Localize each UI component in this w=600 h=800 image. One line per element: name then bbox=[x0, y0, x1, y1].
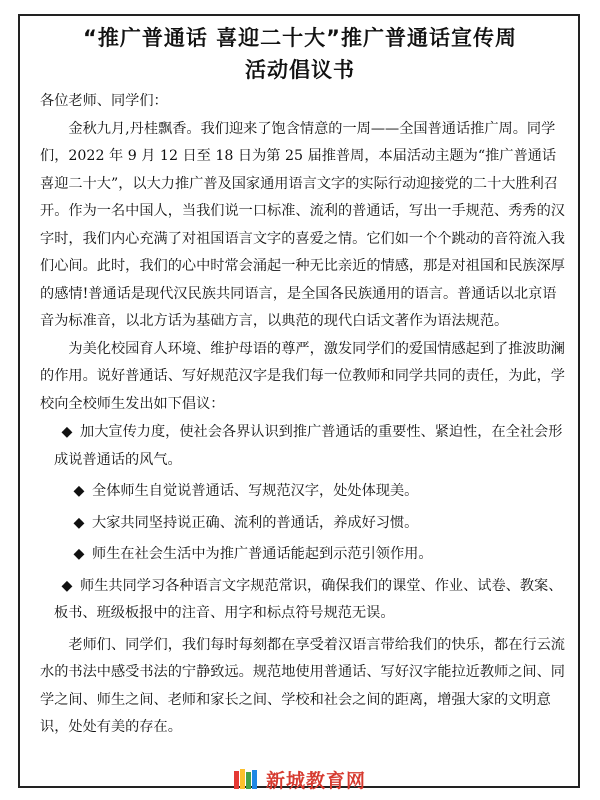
diamond-bullet-icon: ◆ bbox=[61, 424, 73, 440]
diamond-bullet-icon: ◆ bbox=[61, 577, 73, 594]
paragraph-1: 金秋九月,丹桂飘香。我们迎来了饱含情意的一周——全国普通话推广周。同学们，2022 年 9 月 12 日至 18 日为第 25 届推普周，本届活动主题为“推广普通话 喜迎二十大”，以大力推广普及国家通用语言文字的实际行动迎接党的二十大胜利召开。作为一名中国人，当我们说一口标准、流利的普通话，写出一手规范、秀秀的汉字时，我们内心充满了对祖国语言文字的喜爱之情。它们如一个个跳动的音符流入我们心间。此时，我们的心中时常会涌起一种无比亲近的情感，那是对祖国和民族深厚的感情!普通话是现代汉民族共同语言，是全国各民族通用的语言。普通话以北京语音为标准音，以北方话为基础方言，以典范的现代白话文著作为语法规范。 bbox=[40, 120, 565, 329]
bullet-item-2 bbox=[40, 478, 568, 506]
bullet-text: 加大宣传力度，使社会各界认识到推广普通话的重要性、紧迫性，在全社会形成说普通话的风气。 bbox=[54, 424, 563, 468]
document-title: “推广普通话 喜迎二十大”推广普通话宣传周 bbox=[83, 26, 517, 50]
bullet-text: 师生在社会生活中为推广普通话能起到示范引领作用。 bbox=[92, 546, 433, 562]
paragraph-2: 为美化校园育人环境、维护母语的尊严，激发同学们的爱国情感起到了推波助澜的作用。说好普通话、写好规范汉字是我们每一位教师和同学共同的责任，为此，学校向全校师生发出如下倡议： bbox=[40, 340, 565, 412]
diamond-bullet-icon: ◆ bbox=[73, 546, 85, 562]
bullet-item-1 bbox=[40, 419, 568, 474]
bullet-item-3 bbox=[40, 510, 568, 538]
paragraph-3: 老师们、同学们，我们每时每刻都在享受着汉语言带给我们的快乐，都在行云流水的书法中感受书法的宁静致远。规范地使用普通话、写好汉字能拉近教师之间、同学之间、师生之间、老师和家长之间、学校和社会之间的距离，增强大家的文明意识，处处有美的存在。 bbox=[40, 636, 565, 735]
bullet-item-5 bbox=[40, 573, 568, 628]
watermark-text: 新城教育网 bbox=[266, 769, 367, 792]
bullet-text: 大家共同坚持说正确、流利的普通话，养成好习惯。 bbox=[92, 514, 419, 531]
watermark-logo bbox=[232, 766, 366, 792]
bullet-text: 全体师生自觉说普通话、写规范汉字，处处体现美。 bbox=[92, 483, 419, 499]
diamond-bullet-icon: ◆ bbox=[73, 514, 85, 531]
diamond-bullet-icon: ◆ bbox=[73, 483, 85, 499]
document-body bbox=[40, 88, 568, 742]
document-subtitle: 活动倡议书 bbox=[245, 58, 355, 82]
bullet-text: 师生共同学习各种语言文字规范常识，确保我们的课堂、作业、试卷、教案、板书、班级板报中的注音、用字和标点符号规范无误。 bbox=[54, 577, 563, 621]
book-logo-icon bbox=[232, 767, 260, 791]
greeting: 各位老师、同学们： bbox=[40, 93, 168, 109]
bullet-item-4 bbox=[40, 541, 568, 569]
